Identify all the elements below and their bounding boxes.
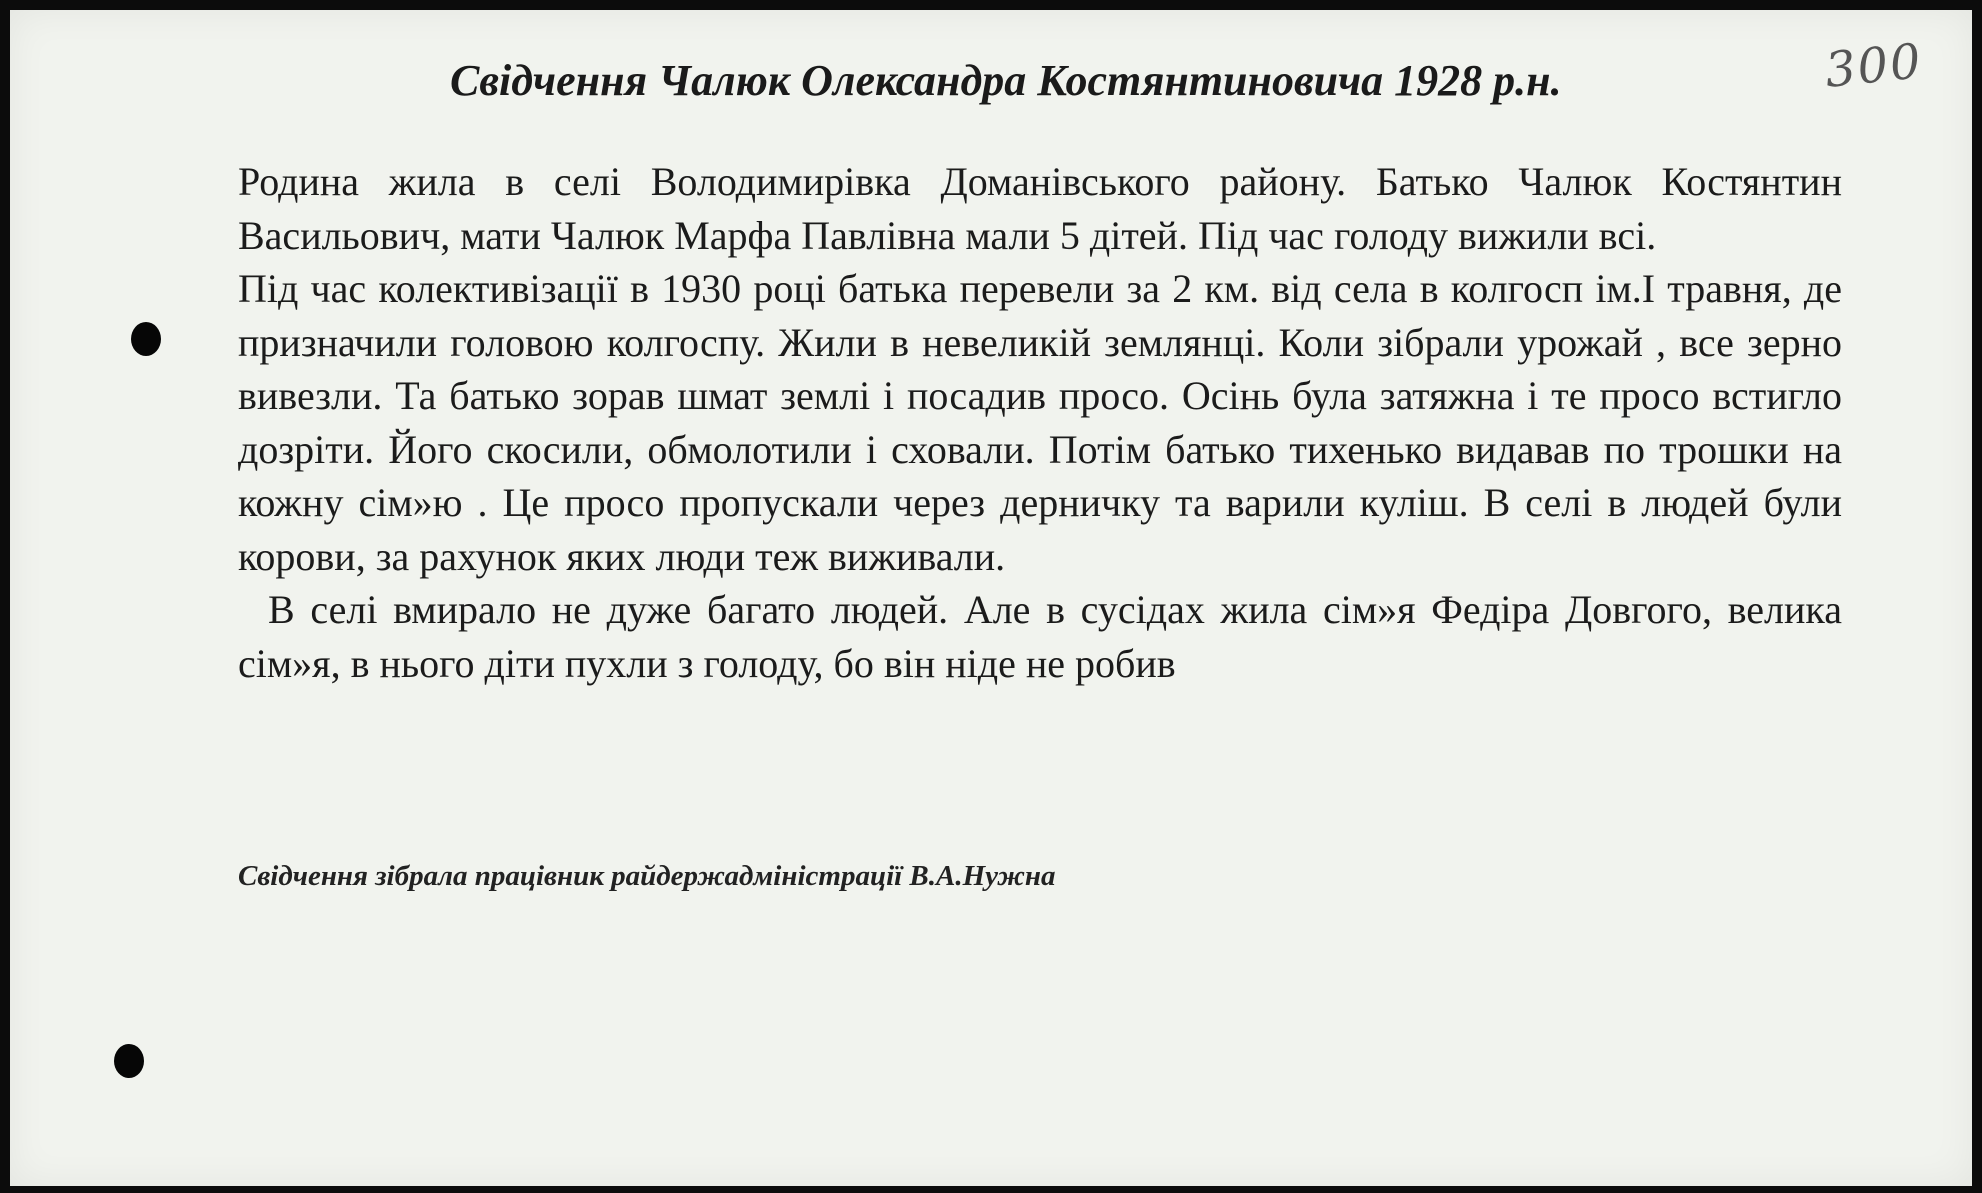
handwritten-archive-number: 300 <box>1822 33 1926 99</box>
punch-hole-bottom <box>114 1044 144 1078</box>
paragraph-village-deaths: В селі вмирало не дуже багато людей. Але в сусідах жила сім»я Федіра Довгого, велика сім»я, в нього діти пухли з голоду, бо він ніде не робив <box>238 587 1842 686</box>
punch-hole-top <box>131 322 161 356</box>
testimony-title: Свідчення Чалюк Олександра Костянтиновича 1928 р.н. <box>450 56 1562 105</box>
document-page <box>10 10 1972 1186</box>
paragraph-collectivization: Під час колективізації в 1930 році батька перевели за 2 км. від села в колгосп ім.І травня, де призначили головою колгоспу. Жили в невеликій землянці. Коли зібрали урожай , все зерно вивезли. Та батько зорав шмат землі і посадив просо. Осінь була затяжна і те просо встигло дозріти. Його скосили, обмолотили і сховали. Потім батько тихенько видавав по трошки на кожну сім»ю . Це просо пропускали через дерничку та варили куліш. В селі в людей були корови, за рахунок яких люди теж виживали. <box>238 266 1842 579</box>
collector-note: Свідчення зібрала працівник райдержадміністрації В.А.Нужна <box>238 860 1056 892</box>
paragraph-family: Родина жила в селі Володимирівка Доманівського району. Батько Чалюк Костянтин Васильович, мати Чалюк Марфа Павлівна мали 5 дітей. Під час голоду вижили всі. <box>238 159 1842 258</box>
testimony-body <box>238 155 1842 690</box>
